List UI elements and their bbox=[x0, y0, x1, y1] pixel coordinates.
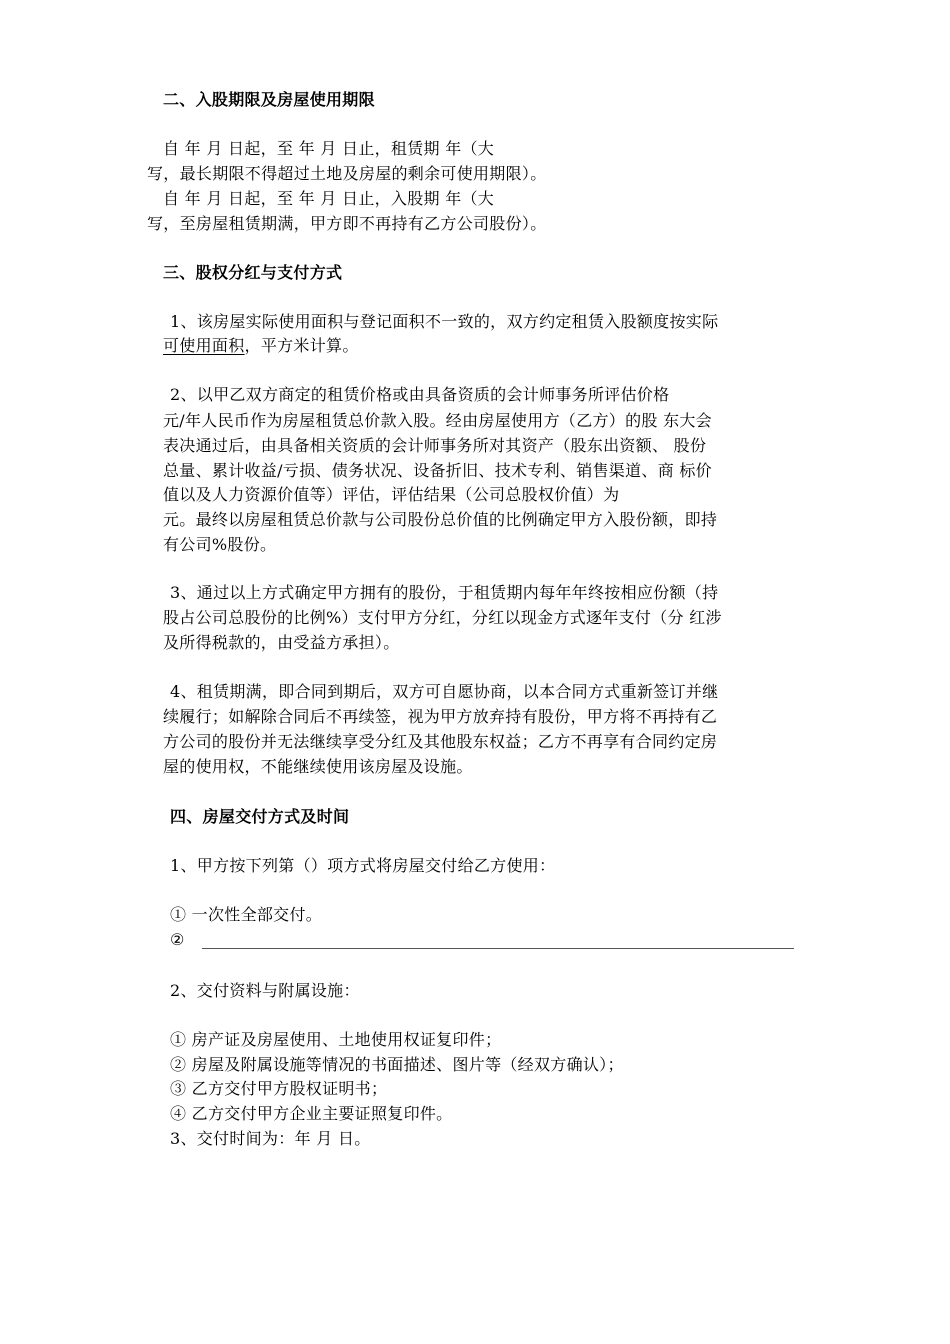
delivery-option-1: ① 一次性全部交付。 bbox=[170, 905, 323, 924]
section-3-item-2-line-7: 有公司%股份。 bbox=[163, 535, 277, 554]
section-2-paragraph-2-line-1: 自 年 月 日起，至 年 月 日止，入股期 年（大 bbox=[163, 189, 495, 208]
section-3-item-2-line-3: 表决通过后，由具备相关资质的会计师事务所对其资产（股东出资额、 股份 bbox=[163, 436, 707, 455]
delivery-option-2: ② bbox=[170, 930, 185, 949]
section-2-paragraph-1-line-1: 自 年 月 日起，至 年 月 日止，租赁期 年（大 bbox=[163, 139, 495, 158]
section-3-item-2-line-2: 元/年人民币作为房屋租赁总价款入股。经由房屋使用方（乙方）的股 东大会 bbox=[163, 411, 712, 430]
section-3-item-1-line-1: 1、该房屋实际使用面积与登记面积不一致的，双方约定租赁入股额度按实际 bbox=[170, 312, 719, 331]
section-3-item-4-line-4: 屋的使用权，不能继续使用该房屋及设施。 bbox=[163, 757, 473, 776]
section-3-item-4-line-3: 方公司的股份并无法继续享受分红及其他股东权益；乙方不再享有合同约定房 bbox=[163, 732, 718, 751]
section-4-item-3: 3、交付时间为：年 月 日。 bbox=[170, 1129, 371, 1148]
section-3-item-2-line-4: 总量、累计收益/亏损、债务状况、设备折旧、技术专利、销售渠道、商 标价 bbox=[163, 461, 712, 480]
section-3-heading: 三、股权分红与支付方式 bbox=[163, 263, 343, 282]
section-3-item-2-line-1: 2、以甲乙双方商定的租赁价格或由具备资质的会计师事务所评估价格 bbox=[170, 385, 670, 404]
section-4-item-1: 1、甲方按下列第（）项方式将房屋交付给乙方使用： bbox=[170, 856, 556, 875]
section-3-item-3-line-1: 3、通过以上方式确定甲方拥有的股份，于租赁期内每年年终按相应份额（持 bbox=[170, 583, 719, 602]
section-3-item-3-line-2: 股占公司总股份的比例%）支付甲方分红，分红以现金方式逐年支付（分 红涉 bbox=[163, 608, 722, 627]
section-2-heading: 二、入股期限及房屋使用期限 bbox=[163, 90, 375, 109]
delivery-document-2: ② 房屋及附属设施等情况的书面描述、图片等（经双方确认）； bbox=[170, 1055, 624, 1074]
section-2-paragraph-1-line-2: 写，最长期限不得超过土地及房屋的剩余可使用期限）。 bbox=[147, 164, 547, 183]
section-3-item-1-line-2-rest: ，平方米计算。 bbox=[244, 336, 359, 355]
delivery-document-4: ④ 乙方交付甲方企业主要证照复印件。 bbox=[170, 1104, 453, 1123]
section-4-item-2: 2、交付资料与附属设施： bbox=[170, 981, 360, 1000]
delivery-document-1: ① 房产证及房屋使用、土地使用权证复印件； bbox=[170, 1030, 502, 1049]
section-3-item-1-line-2 bbox=[163, 335, 359, 357]
section-4-heading: 四、房屋交付方式及时间 bbox=[170, 807, 350, 826]
section-3-item-2-line-6: 元。最终以房屋租赁总价款与公司股份总价值的比例确定甲方入股份额，即持 bbox=[163, 510, 718, 529]
section-3-item-2-line-5: 值以及人力资源价值等）评估，评估结果（公司总股权价值）为 bbox=[163, 485, 620, 504]
section-3-item-3-line-3: 及所得税款的，由受益方承担）。 bbox=[163, 633, 400, 652]
section-2-paragraph-2-line-2: 写，至房屋租赁期满，甲方即不再持有乙方公司股份）。 bbox=[147, 214, 547, 233]
section-3-item-4-line-1: 4、租赁期满，即合同到期后，双方可自愿协商，以本合同方式重新签订并继 bbox=[170, 682, 719, 701]
section-3-item-4-line-2: 续履行；如解除合同后不再续签，视为甲方放弃持有股份，甲方将不再持有乙 bbox=[163, 707, 718, 726]
delivery-document-3: ③ 乙方交付甲方股权证明书； bbox=[170, 1079, 388, 1098]
blank-fill-line bbox=[202, 948, 794, 949]
usable-area-term: 可使用面积 bbox=[163, 336, 245, 355]
